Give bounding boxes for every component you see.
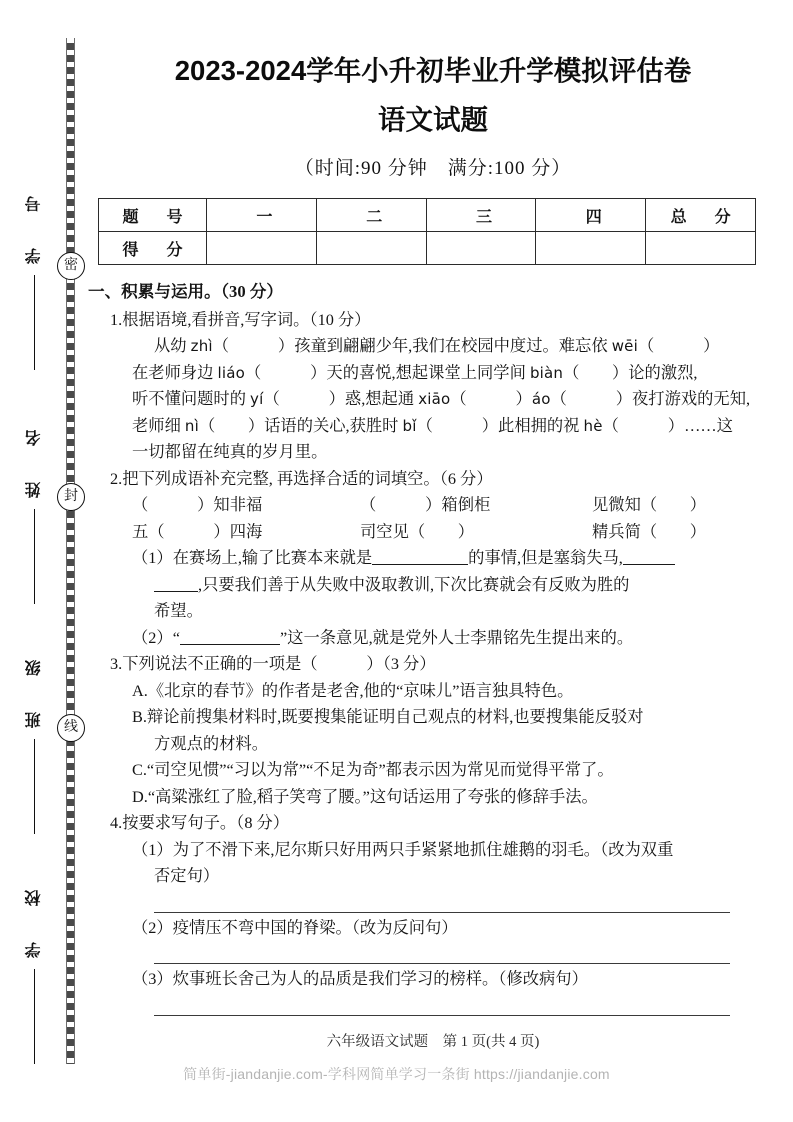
- fill-blank[interactable]: [154, 591, 198, 592]
- question-4: [110, 810, 778, 1016]
- q2-s1-b: 的事情,但是塞翁失马,: [468, 548, 623, 567]
- q2-s1-tail: 希望。: [154, 601, 203, 620]
- question-2: [110, 466, 778, 652]
- q2-s2-a: （2）“: [132, 627, 180, 647]
- section-heading: [88, 279, 778, 306]
- pinyin-bi: bǐ: [402, 416, 417, 435]
- q1-l1-blank2[interactable]: （ ）: [637, 336, 720, 355]
- q1-l4-blank3[interactable]: （ ）……这: [602, 415, 733, 435]
- field-school[interactable]: [12, 880, 56, 1064]
- score-table-cell: 二: [316, 199, 426, 232]
- pinyin-ao: áo: [531, 390, 551, 408]
- question-3: [110, 651, 778, 810]
- seal-char-feng: 封: [57, 483, 85, 511]
- question-2-sub-1: [132, 545, 778, 625]
- question-3-option-c[interactable]: [132, 757, 778, 784]
- field-class[interactable]: [12, 650, 56, 834]
- question-3-option-a[interactable]: [132, 678, 778, 705]
- q1-l2-blank1[interactable]: （ ）天的喜悦,想起课堂上同学间: [245, 362, 530, 382]
- question-4-sub-2: [132, 915, 778, 942]
- table-row: [99, 199, 756, 232]
- score-table-row-header: 得 分: [99, 232, 207, 265]
- idiom-row-2: [132, 519, 778, 546]
- idiom-blank[interactable]: （ ）知非福: [132, 495, 263, 514]
- question-3-option-b[interactable]: [132, 704, 778, 757]
- section-heading-score: （30 分）: [220, 282, 283, 301]
- fill-blank[interactable]: [623, 564, 675, 565]
- field-class-rule: [34, 739, 35, 834]
- score-table-cell: 三: [426, 199, 536, 232]
- score-input-cell-total[interactable]: [646, 232, 756, 265]
- q1-l4-blank1[interactable]: （ ）话语的关心,获胜时: [199, 415, 403, 435]
- q2-s1-c: ,只要我们善于从失败中汲取教训,下次比赛就会有反败为胜的: [198, 574, 630, 594]
- page-title-line1: 2023-2024学年小升初毕业升学模拟评估卷: [174, 55, 692, 86]
- field-class-label: 班 级: [25, 650, 43, 728]
- field-student-name-rule: [34, 509, 35, 604]
- q2-s1-a: （1）在赛场上,输了比赛本来就是: [132, 548, 373, 567]
- question-2-sub-2: [132, 625, 778, 652]
- question-1-title: 1.根据语境,看拼音,写字词。（10 分）: [110, 309, 371, 329]
- field-student-number-rule: [34, 275, 35, 370]
- pinyin-bian: biàn: [529, 363, 564, 382]
- field-student-name-label: 姓 名: [25, 420, 43, 498]
- option-a-text: A.《北京的春节》的作者是老舍,他的“京味儿”语言独具特色。: [132, 680, 574, 700]
- answer-line[interactable]: [154, 963, 730, 964]
- score-table-cell-total: 总 分: [646, 199, 756, 232]
- idiom-blank[interactable]: （ ）箱倒柜: [360, 495, 491, 514]
- fill-blank[interactable]: [180, 644, 280, 645]
- q1-l3-blank3[interactable]: （ ）夜打游戏的无知,: [550, 389, 751, 408]
- q1-l4-a: 老师细: [132, 415, 185, 435]
- idiom-blank[interactable]: 五（ ）四海: [132, 521, 263, 541]
- pinyin-yi: yí: [250, 390, 264, 408]
- score-input-cell[interactable]: [426, 232, 536, 265]
- q1-l4-blank2[interactable]: （ ）此相拥的祝: [416, 415, 584, 435]
- q1-l3-blank1[interactable]: （ ）惑,想起通: [263, 389, 419, 408]
- pinyin-wei: wēi: [611, 337, 638, 355]
- question-4-title: 4.按要求写句子。（8 分）: [110, 813, 290, 832]
- question-1-line-4: [132, 413, 778, 440]
- field-student-number-label: 学 号: [25, 186, 43, 264]
- score-table: [98, 198, 756, 265]
- question-4-sub-3: [132, 966, 778, 993]
- question-1-line-5: 一切都留在纯真的岁月里。: [132, 442, 328, 461]
- q2-s2-b: ”这一条意见,就是党外人士李鼎铭先生提出来的。: [279, 627, 634, 647]
- score-table-row-header: 题 号: [99, 199, 207, 232]
- section-heading-text: 一、积累与运用。: [88, 282, 221, 301]
- seal-char-mi: 密: [57, 252, 85, 280]
- fill-blank[interactable]: [372, 564, 468, 565]
- field-student-name[interactable]: [12, 420, 56, 604]
- question-3-option-d[interactable]: [132, 784, 778, 811]
- q4-s3-text: （3）炊事班长舍己为人的品质是我们学习的榜样。（修改病句）: [132, 969, 588, 988]
- score-table-cell: 四: [536, 199, 646, 232]
- page-footer: 六年级语文试题 第 1 页(共 4 页): [326, 1034, 540, 1050]
- answer-line[interactable]: [154, 1015, 730, 1016]
- seal-char-xian: 线: [57, 714, 85, 742]
- q2-s1-cont: [154, 572, 778, 599]
- idiom-blank[interactable]: 司空见（ ）: [360, 521, 474, 541]
- q1-l2-a: 在老师身边: [132, 362, 218, 382]
- score-input-cell[interactable]: [207, 232, 317, 265]
- idiom-blank[interactable]: 精兵简（ ）: [592, 521, 706, 541]
- question-1-line-3: [132, 386, 778, 413]
- option-b-text-wrap: 方观点的材料。: [154, 733, 268, 753]
- pinyin-xiao: xiāo: [418, 390, 451, 408]
- site-watermark: 简单街-jiandanjie.com-学科网简单学习一条街 https://jiandanjie.com: [183, 1066, 610, 1082]
- field-school-rule: [34, 969, 35, 1064]
- pinyin-he: hè: [583, 416, 603, 435]
- dashed-seal-strip: [66, 38, 75, 1064]
- q1-l3-blank2[interactable]: （ ）: [450, 389, 532, 408]
- score-input-cell[interactable]: [316, 232, 426, 265]
- option-c-text: C.“司空见惯”“习以为常”“不足为奇”都表示因为常见而觉得平常了。: [132, 760, 614, 779]
- page-title-line2: 语文试题: [378, 104, 488, 135]
- field-student-number[interactable]: [12, 186, 56, 370]
- question-1-continued: [132, 360, 778, 466]
- q4-s2-text: （2）疫情压不弯中国的脊梁。（改为反问句）: [132, 917, 458, 937]
- q1-l3-a: 听不懂问题时的: [132, 389, 251, 408]
- pinyin-liao: liáo: [217, 363, 245, 382]
- exam-subtitle: （时间:90 分钟 满分:100 分）: [294, 158, 572, 179]
- q1-l2-blank2[interactable]: （ ）论的激烈,: [563, 362, 698, 382]
- q4-s1-wrap: 否定句）: [154, 866, 220, 885]
- idiom-row-1: [132, 492, 778, 519]
- field-school-label: 学 校: [25, 880, 43, 958]
- exam-paper-body: [88, 0, 778, 1122]
- table-row: [99, 232, 756, 265]
- pinyin-ni: nì: [184, 416, 199, 435]
- q1-l1-blank1[interactable]: （ ）孩童到翩翩少年,我们在校园中度过。难忘依: [212, 336, 612, 355]
- q4-s1-text: （1）为了不滑下来,尼尔斯只好用两只手紧紧地抓住雄鹅的羽毛。（改为双重: [132, 839, 674, 859]
- score-input-cell[interactable]: [536, 232, 646, 265]
- question-2-title: 2.把下列成语补充完整, 再选择合适的词填空。（6 分）: [110, 468, 493, 488]
- score-table-cell: 一: [207, 199, 317, 232]
- question-1: [110, 307, 778, 466]
- question-1-line-1: [154, 333, 778, 360]
- answer-line[interactable]: [154, 912, 730, 913]
- question-3-title[interactable]: 3.下列说法不正确的一项是（ ）（3 分）: [110, 654, 436, 673]
- question-1-text: [154, 333, 778, 360]
- pinyin-zhi: zhì: [190, 337, 213, 355]
- question-4-sub-1: [132, 837, 778, 890]
- questions-container: [88, 279, 778, 1016]
- idiom-blank[interactable]: 见微知（ ）: [592, 495, 706, 514]
- option-d-text: D.“高粱涨红了脸,稻子笑弯了腰。”这句话运用了夸张的修辞手法。: [132, 786, 598, 806]
- q1-l1-a: 从幼: [154, 336, 191, 355]
- question-1-line-2: [132, 360, 778, 387]
- option-b-text: B.辩论前搜集材料时,既要搜集能证明自己观点的材料,也要搜集能反驳对: [132, 707, 644, 726]
